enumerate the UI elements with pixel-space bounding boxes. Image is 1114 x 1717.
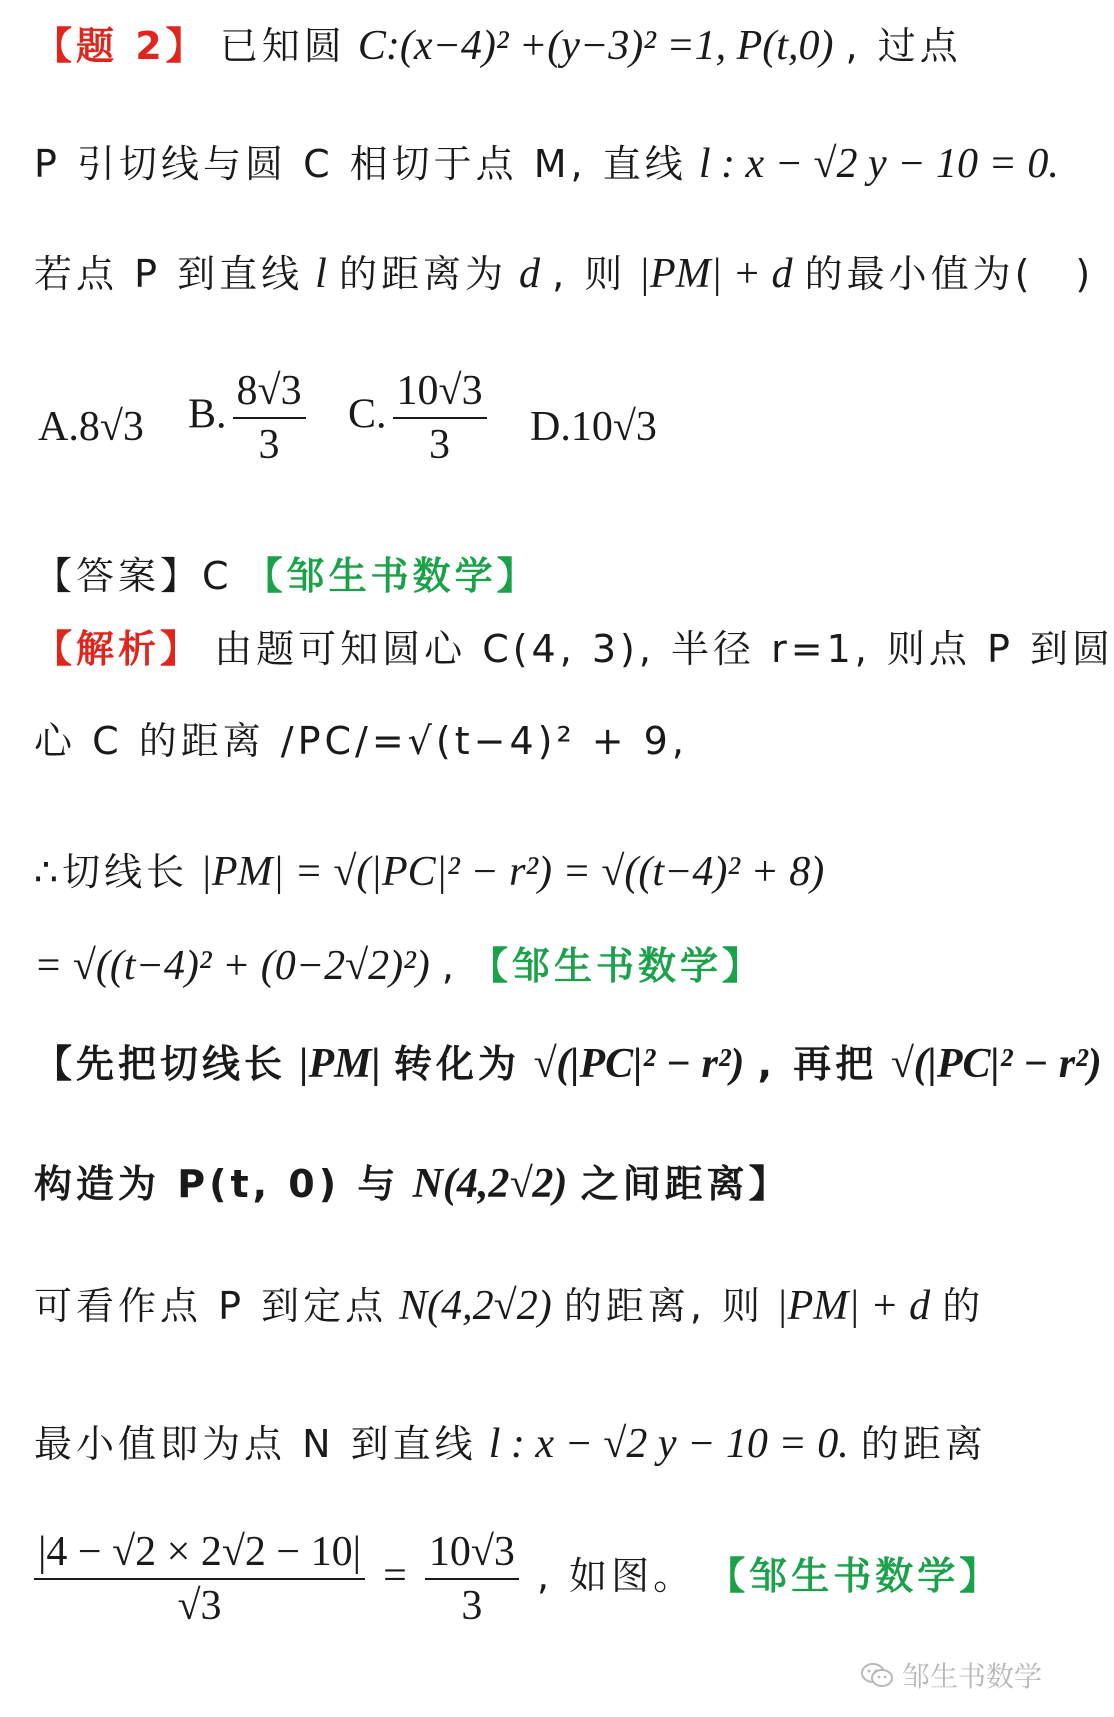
analysis-line-2 (34, 720, 688, 764)
hint-text: 构造为 P(t, 0) 与 (34, 1162, 400, 1206)
problem-line-2 (34, 140, 1059, 188)
option-b-numerator: 8√3 (233, 367, 306, 419)
analysis-tag: 【解析】 (34, 627, 203, 671)
target-expression: |PM| + d (638, 251, 793, 297)
hint-math: √(|PC|² − r²) (533, 1041, 745, 1087)
problem-text: 的距离为 (338, 252, 507, 296)
result-fraction (425, 1528, 519, 1631)
problem-line-3 (34, 250, 1094, 298)
problem-text: P 引切线与圆 C 相切于点 M, 直线 (34, 142, 687, 186)
hint-text: 之间距离】 (580, 1162, 791, 1206)
distance-fraction (34, 1528, 365, 1631)
option-b-label: B. (188, 391, 227, 438)
analysis-line-5 (34, 1040, 1102, 1088)
result-denominator: 3 (461, 1583, 483, 1630)
chat-bubble-icon (860, 1662, 894, 1688)
result-numerator: 10√3 (425, 1528, 519, 1580)
distance-formula: = √((t−4)² + (0−2√2)²) (34, 943, 430, 989)
line-equation: l : x − √2 y − 10 = 0. (488, 1421, 849, 1467)
problem-tag: 【题 2】 (34, 24, 208, 68)
option-b-denominator: 3 (258, 422, 280, 468)
final-computation (34, 1528, 1001, 1631)
analysis-text: , 如图。 (537, 1553, 696, 1598)
option-c (348, 367, 493, 469)
analysis-line-7 (34, 1282, 984, 1330)
option-c-label: C. (348, 391, 387, 438)
point-n: N(4,2√2) (412, 1161, 568, 1207)
point-n: N(4,2√2) (399, 1283, 552, 1329)
analysis-line-1 (34, 628, 1114, 672)
hint-text: 【先把切线长 (34, 1042, 287, 1086)
distance-denominator: √3 (177, 1583, 222, 1630)
problem-text: 若点 P 到直线 (34, 252, 304, 296)
analysis-line-8 (34, 1420, 987, 1468)
watermark (860, 1655, 1042, 1695)
option-b-fraction (233, 367, 306, 469)
watermark-text: 邹生书数学 (901, 1660, 1042, 1693)
target-expression: |PM| + d (776, 1283, 931, 1329)
brand-tag: 【邹生书数学】 (244, 554, 539, 598)
analysis-text: 心 C 的距离 /PC/=√(t−4)² + 9, (34, 719, 688, 763)
option-b (188, 367, 312, 469)
hint-text: , 再把 (757, 1042, 878, 1086)
problem-line-1 (34, 22, 962, 70)
analysis-text: 可看作点 P 到定点 (34, 1284, 388, 1328)
line-symbol: l (315, 251, 327, 297)
analysis-text: 的距离, 则 (563, 1284, 764, 1328)
brand-tag: 【邹生书数学】 (707, 1553, 1002, 1598)
brand-tag: 【邹生书数学】 (470, 944, 765, 988)
problem-text: 的最小值为( ) (804, 252, 1095, 296)
problem-text: , 则 (552, 252, 627, 296)
hint-text: 转化为 (393, 1042, 520, 1086)
problem-text: , 过点 (845, 24, 962, 68)
analysis-line-3 (34, 848, 824, 896)
analysis-text: 由题可知圆心 C(4, 3), 半径 r=1, 则点 P 到圆 (214, 627, 1114, 671)
analysis-line-6 (34, 1160, 791, 1208)
option-c-denominator: 3 (429, 422, 451, 468)
option-d: D.10√3 (530, 404, 657, 450)
tangent-length-formula: |PM| = √(|PC|² − r²) = √((t−4)² + 8) (200, 849, 825, 895)
line-equation: l : x − √2 y − 10 = 0. (698, 141, 1059, 187)
equals-sign: = (383, 1552, 407, 1599)
option-c-fraction (393, 367, 487, 469)
option-a: A.8√3 (38, 404, 144, 450)
distance-numerator: |4 − √2 × 2√2 − 10| (34, 1528, 365, 1580)
analysis-text: 的 (942, 1284, 985, 1328)
hint-math: √(|PC|² − r²) (890, 1041, 1102, 1087)
analysis-line-4 (34, 942, 764, 990)
distance-symbol: d (519, 251, 541, 297)
problem-text: 已知圆 (219, 24, 346, 68)
analysis-text: ∴切线长 (34, 850, 189, 894)
answer-line (34, 555, 539, 599)
circle-equation: C:(x−4)² +(y−3)² =1, P(t,0) (357, 23, 834, 69)
option-c-numerator: 10√3 (393, 367, 487, 419)
answer-label: 【答案】C (34, 554, 233, 598)
analysis-text: 的距离 (860, 1422, 987, 1466)
separator: , (441, 944, 458, 988)
hint-math: |PM| (299, 1041, 381, 1087)
analysis-text: 最小值即为点 N 到直线 (34, 1422, 477, 1466)
